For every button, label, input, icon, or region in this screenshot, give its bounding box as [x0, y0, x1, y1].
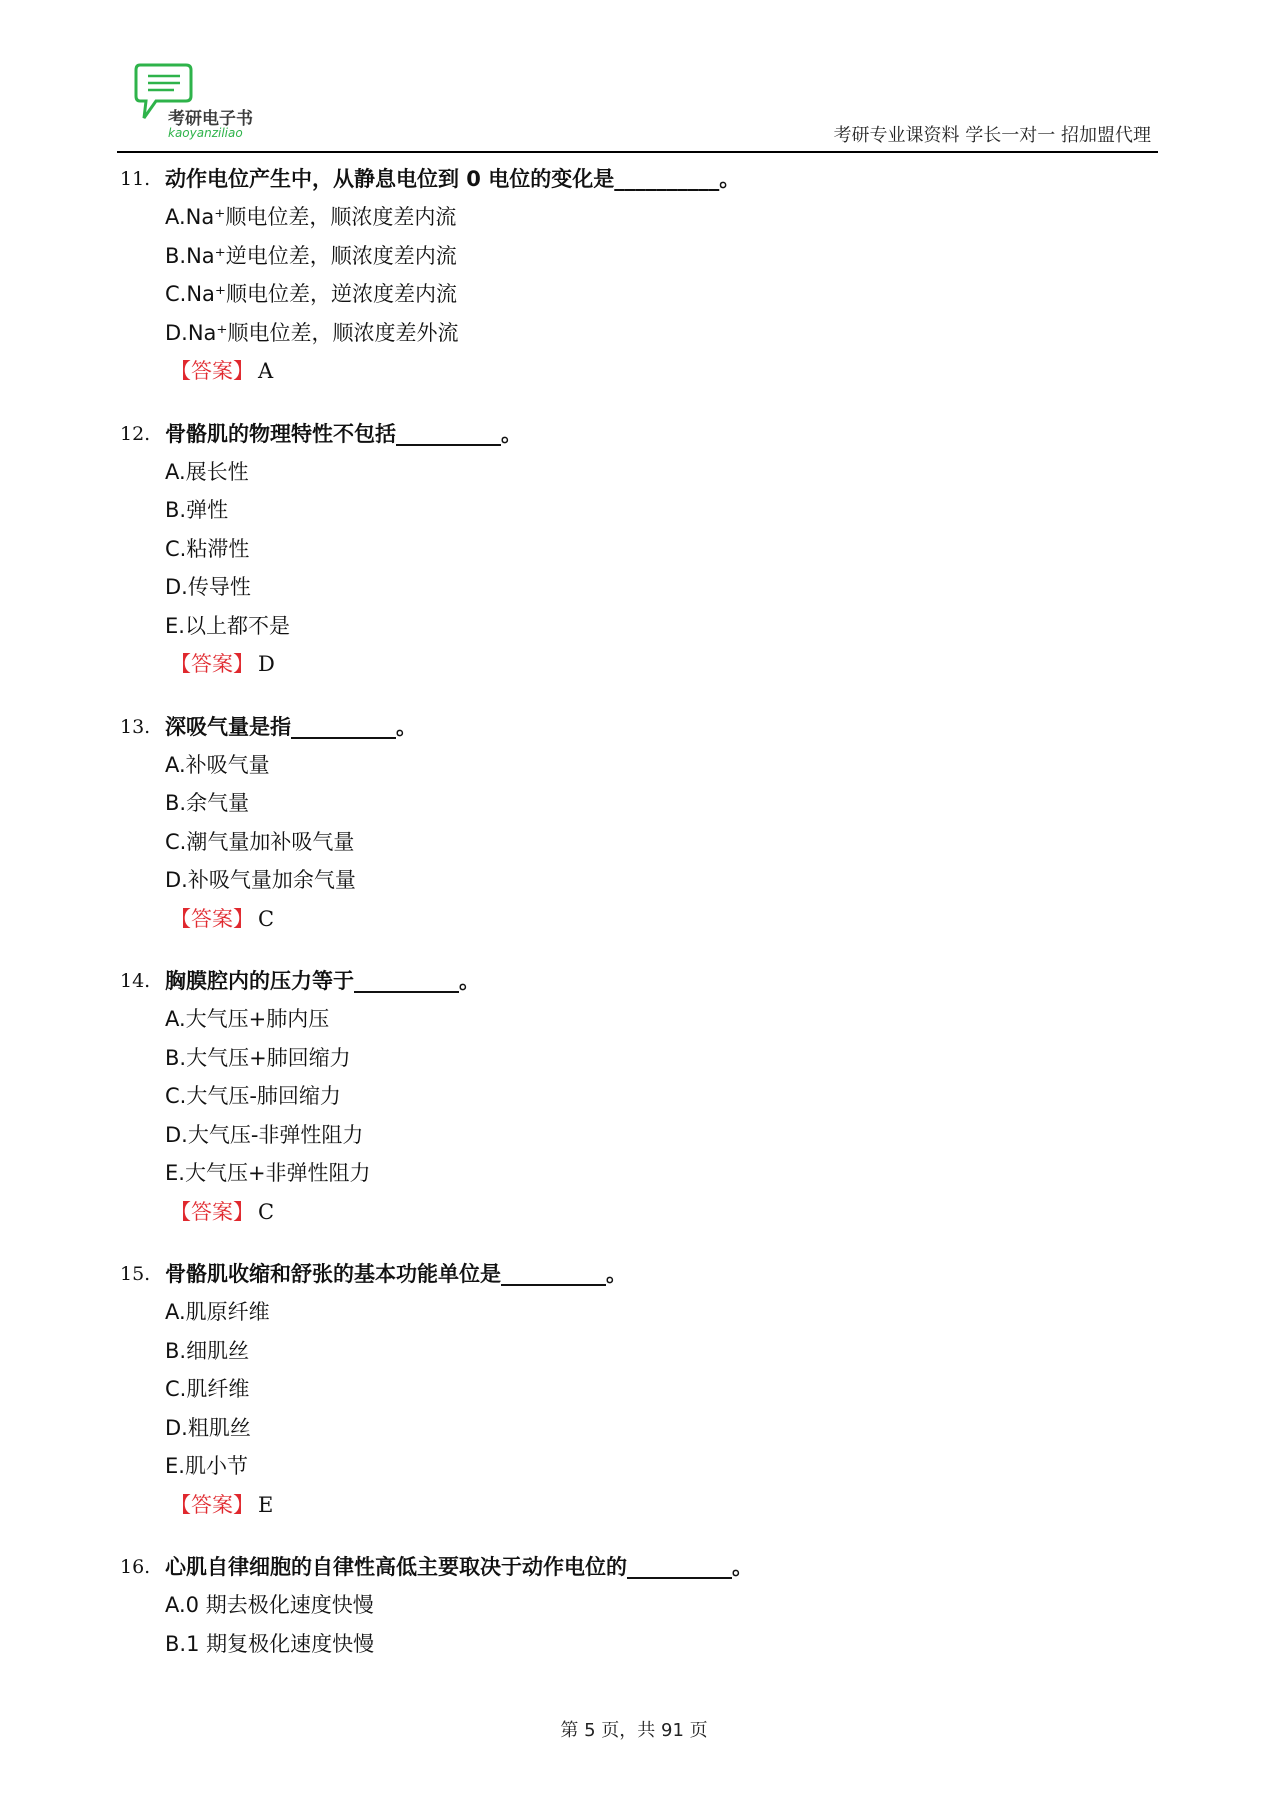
- question-number: 11.: [120, 168, 151, 190]
- option-b: B.细肌丝: [165, 1338, 250, 1363]
- option-a: A.补吸气量: [165, 752, 270, 777]
- question-list: [0, 160, 1268, 1687]
- question-text: 胸膜腔内的压力等于__________。: [165, 969, 480, 993]
- answer-label: 【答案】: [170, 906, 254, 931]
- page-number: 第 5 页，共 91 页: [560, 1720, 708, 1741]
- question-12: [0, 415, 1268, 684]
- question-number: 14.: [120, 970, 151, 992]
- question-15: [0, 1255, 1268, 1524]
- header-slogan: 考研专业课资料 学长一对一 招加盟代理: [833, 125, 1151, 146]
- answer-value: A: [258, 359, 274, 383]
- option-d: D.粗肌丝: [165, 1415, 251, 1440]
- option-a: A.0 期去极化速度快慢: [165, 1593, 374, 1617]
- question-number: 13.: [120, 715, 151, 738]
- question-11: [0, 160, 1268, 391]
- option-c: C.肌纤维: [165, 1377, 250, 1401]
- question-number: 12.: [120, 422, 151, 445]
- option-c: C.Na⁺顺电位差，逆浓度差内流: [165, 282, 457, 306]
- header-divider: [117, 151, 1158, 153]
- question-text: 心肌自律细胞的自律性高低主要取决于动作电位的__________。: [165, 1555, 753, 1579]
- question-number: 16.: [120, 1556, 151, 1578]
- option-b: B.余气量: [165, 791, 250, 815]
- question-text: 骨骼肌收缩和舒张的基本功能单位是__________。: [165, 1262, 627, 1286]
- question-title: [0, 962, 1268, 1000]
- option-d: D.Na⁺顺电位差，顺浓度差外流: [165, 320, 459, 345]
- option-b: B.1 期复极化速度快慢: [165, 1631, 375, 1656]
- brand-logo: [134, 62, 264, 142]
- option-e: E.以上都不是: [165, 613, 290, 638]
- option-d: D.大气压-非弹性阻力: [165, 1122, 364, 1147]
- option-b: B.Na⁺逆电位差，顺浓度差内流: [165, 243, 457, 268]
- answer-line: [0, 900, 1268, 939]
- answer-label: 【答案】: [170, 1492, 254, 1517]
- answer-label: 【答案】: [170, 652, 254, 676]
- option-b: B.大气压+肺回缩力: [165, 1045, 351, 1070]
- question-text: 深吸气量是指__________。: [165, 714, 417, 739]
- option-a: A.大气压+肺内压: [165, 1007, 330, 1031]
- question-title: [0, 708, 1268, 746]
- option-c: C.粘滞性: [165, 536, 250, 561]
- option-d: D.补吸气量加余气量: [165, 868, 356, 892]
- question-13: [0, 708, 1268, 939]
- answer-label: 【答案】: [170, 359, 254, 383]
- answer-value: E: [258, 1492, 274, 1517]
- logo-subtext: kaoyanziliao: [168, 126, 243, 140]
- question-title: [0, 1255, 1268, 1293]
- option-c: C.潮气量加补吸气量: [165, 829, 355, 854]
- option-a: A.展长性: [165, 459, 249, 484]
- answer-line: [0, 1486, 1268, 1525]
- question-text: 骨骼肌的物理特性不包括__________。: [165, 421, 522, 446]
- question-16: [0, 1548, 1268, 1663]
- option-d: D.传导性: [165, 575, 251, 599]
- answer-value: D: [258, 652, 275, 676]
- answer-label: 【答案】: [170, 1199, 254, 1224]
- answer-value: C: [258, 906, 275, 931]
- question-number: 15.: [120, 1263, 151, 1285]
- option-c: C.大气压-肺回缩力: [165, 1084, 341, 1108]
- answer-line: [0, 352, 1268, 391]
- question-text: 动作电位产生中，从静息电位到 0 电位的变化是__________。: [165, 167, 741, 191]
- answer-value: C: [258, 1199, 275, 1224]
- option-b: B.弹性: [165, 498, 229, 522]
- question-title: [0, 160, 1268, 198]
- option-a: A.Na⁺顺电位差，顺浓度差内流: [165, 205, 457, 229]
- question-title: [0, 415, 1268, 453]
- option-a: A.肌原纤维: [165, 1300, 270, 1324]
- logo-text: 考研电子书: [168, 109, 253, 129]
- answer-line: [0, 645, 1268, 684]
- question-14: [0, 962, 1268, 1231]
- answer-line: [0, 1193, 1268, 1232]
- option-e: E.大气压+非弹性阻力: [165, 1161, 371, 1185]
- option-e: E.肌小节: [165, 1454, 248, 1478]
- question-title: [0, 1548, 1268, 1586]
